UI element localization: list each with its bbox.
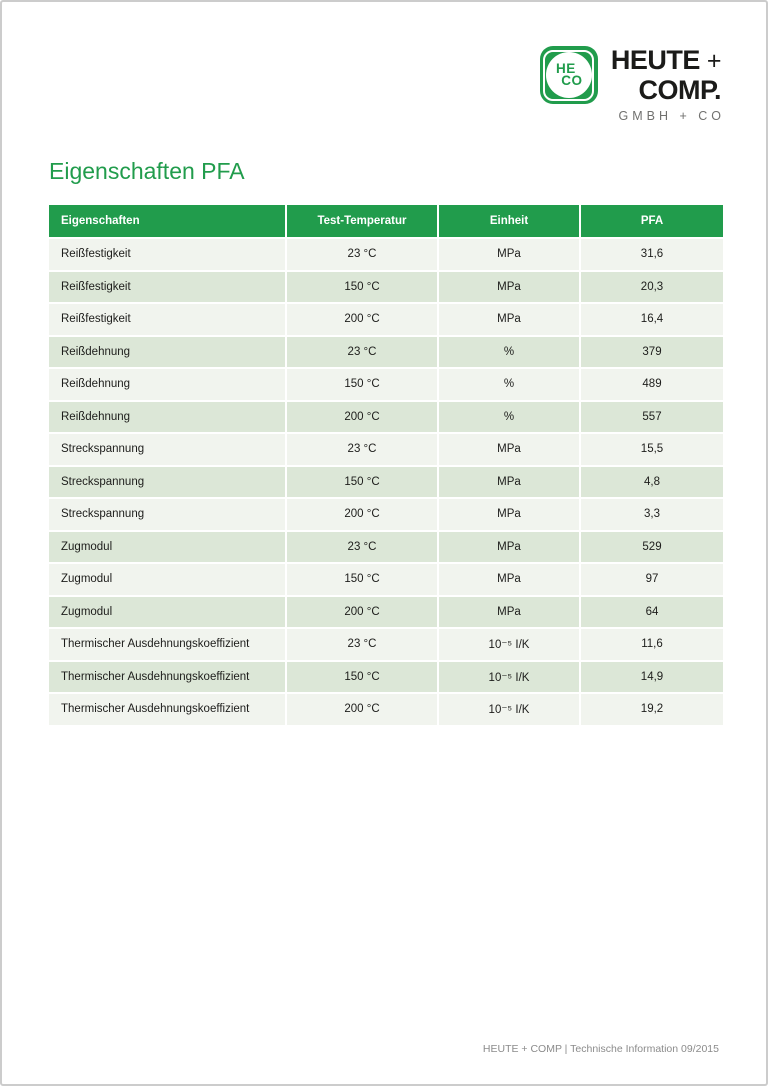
cell-unit: 10⁻⁵ I/K <box>439 694 579 725</box>
brand-plus-sign: + <box>706 47 721 75</box>
cell-unit: 10⁻⁵ I/K <box>439 662 579 693</box>
cell-value: 4,8 <box>581 467 723 498</box>
cell-property: Thermischer Ausdehnungskoeffizient <box>49 694 285 725</box>
cell-value: 64 <box>581 597 723 628</box>
cell-property: Reißfestigkeit <box>49 304 285 335</box>
logo-circle <box>546 52 592 98</box>
cell-temperature: 23 °C <box>287 532 437 563</box>
cell-unit: % <box>439 337 579 368</box>
cell-property: Reißdehnung <box>49 337 285 368</box>
brand-name-line2: COMP. <box>638 75 721 105</box>
cell-unit: MPa <box>439 304 579 335</box>
cell-temperature: 23 °C <box>287 629 437 660</box>
cell-temperature: 150 °C <box>287 369 437 400</box>
heco-logo-badge <box>540 46 598 104</box>
cell-property: Streckspannung <box>49 434 285 465</box>
cell-unit: % <box>439 402 579 433</box>
cell-property: Streckspannung <box>49 499 285 530</box>
cell-value: 11,6 <box>581 629 723 660</box>
cell-unit: MPa <box>439 564 579 595</box>
cell-unit: MPa <box>439 239 579 270</box>
cell-temperature: 200 °C <box>287 597 437 628</box>
cell-unit: MPa <box>439 467 579 498</box>
cell-property: Thermischer Ausdehnungskoeffizient <box>49 629 285 660</box>
company-logo <box>540 45 725 123</box>
brand-name-heute: HEUTE <box>610 45 700 75</box>
cell-temperature: 200 °C <box>287 402 437 433</box>
cell-unit: MPa <box>439 434 579 465</box>
cell-temperature: 150 °C <box>287 564 437 595</box>
cell-value: 557 <box>581 402 723 433</box>
cell-unit: MPa <box>439 597 579 628</box>
cell-unit: MPa <box>439 532 579 563</box>
cell-value: 16,4 <box>581 304 723 335</box>
cell-property: Thermischer Ausdehnungskoeffizient <box>49 662 285 693</box>
column-header-4: PFA <box>581 205 723 237</box>
brand-name-line1 <box>611 47 721 74</box>
cell-temperature: 23 °C <box>287 434 437 465</box>
column-header-2: Test-Temperatur <box>287 205 437 237</box>
logo-text-he: HE <box>555 61 576 76</box>
page-title: Eigenschaften PFA <box>49 158 245 184</box>
cell-value: 489 <box>581 369 723 400</box>
cell-value: 529 <box>581 532 723 563</box>
cell-unit: 10⁻⁵ I/K <box>439 629 579 660</box>
cell-temperature: 150 °C <box>287 467 437 498</box>
cell-unit: % <box>439 369 579 400</box>
cell-value: 14,9 <box>581 662 723 693</box>
company-wordmark <box>610 45 725 123</box>
cell-temperature: 200 °C <box>287 694 437 725</box>
column-header-1: Eigenschaften <box>49 205 285 237</box>
cell-temperature: 150 °C <box>287 272 437 303</box>
cell-property: Zugmodul <box>49 597 285 628</box>
cell-unit: MPa <box>439 272 579 303</box>
brand-subtitle: GMBH + CO <box>618 109 725 123</box>
cell-temperature: 200 °C <box>287 499 437 530</box>
page-footer: HEUTE + COMP | Technische Information 09/2015 <box>482 1043 719 1055</box>
cell-property: Reißfestigkeit <box>49 272 285 303</box>
cell-temperature: 150 °C <box>287 662 437 693</box>
cell-temperature: 23 °C <box>287 239 437 270</box>
cell-property: Reißdehnung <box>49 369 285 400</box>
cell-value: 97 <box>581 564 723 595</box>
cell-property: Reißfestigkeit <box>49 239 285 270</box>
column-header-3: Einheit <box>439 205 579 237</box>
cell-property: Streckspannung <box>49 467 285 498</box>
cell-value: 15,5 <box>581 434 723 465</box>
cell-value: 31,6 <box>581 239 723 270</box>
cell-property: Zugmodul <box>49 564 285 595</box>
cell-value: 379 <box>581 337 723 368</box>
cell-property: Reißdehnung <box>49 402 285 433</box>
cell-value: 19,2 <box>581 694 723 725</box>
cell-unit: MPa <box>439 499 579 530</box>
cell-temperature: 200 °C <box>287 304 437 335</box>
properties-table <box>49 205 723 725</box>
cell-value: 3,3 <box>581 499 723 530</box>
cell-value: 20,3 <box>581 272 723 303</box>
cell-temperature: 23 °C <box>287 337 437 368</box>
cell-property: Zugmodul <box>49 532 285 563</box>
logo-text-co: CO <box>561 73 583 88</box>
